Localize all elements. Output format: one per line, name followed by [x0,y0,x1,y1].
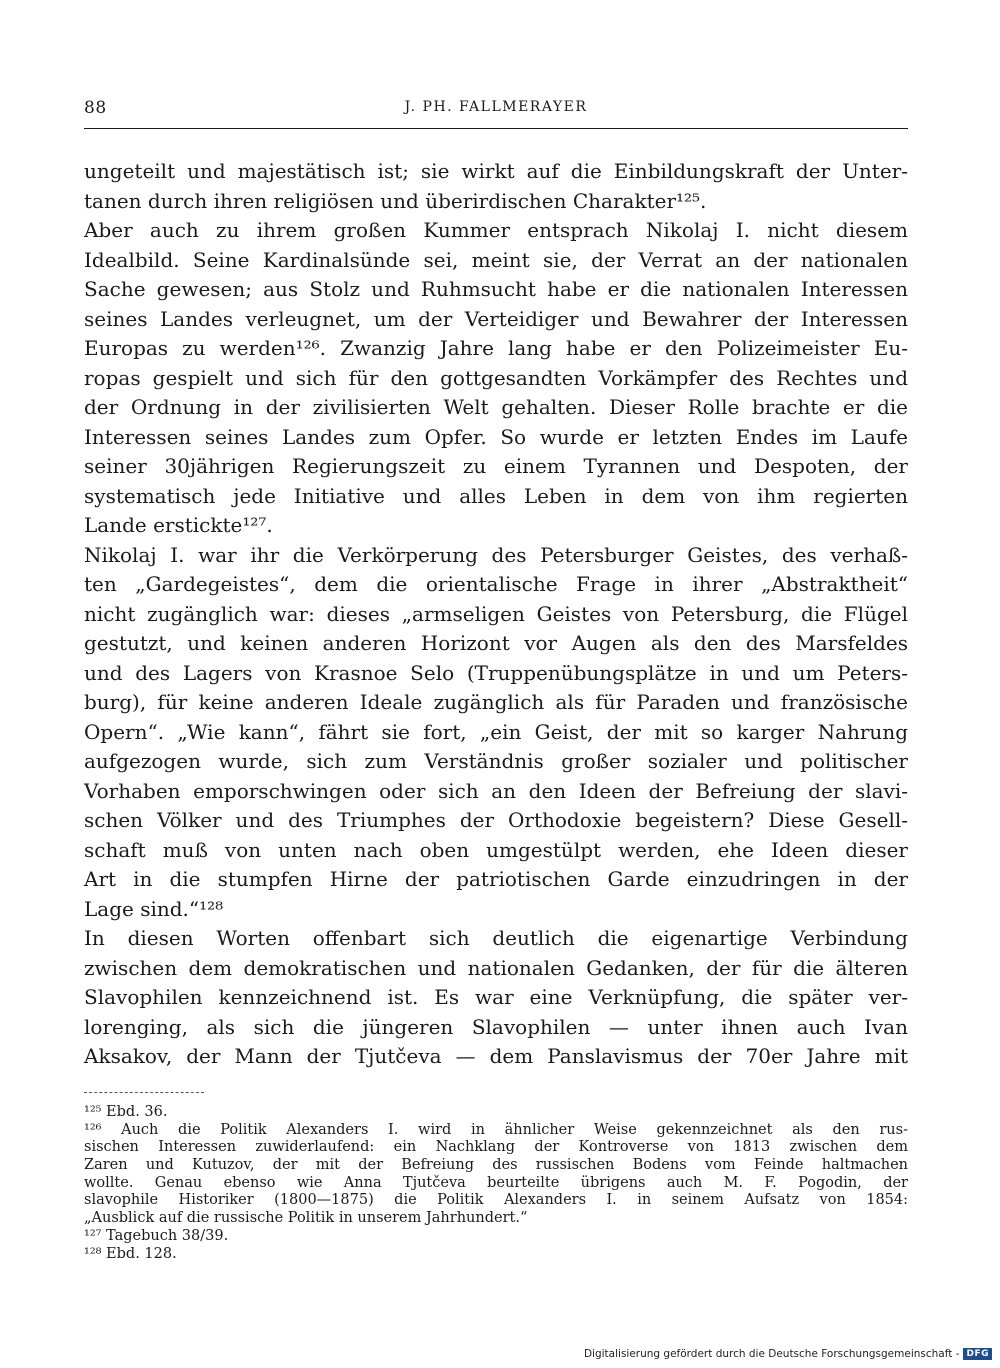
text-line: Aber auch zu ihrem großen Kummer entsprach Nikolaj I. nicht diesem [84,218,908,242]
footnotes [84,1104,908,1263]
footnote-separator [84,1092,204,1093]
text-line: lorenging, als sich die jüngeren Slavophilen — unter ihnen auch Ivan [84,1014,908,1039]
text-line: burg), für keine anderen Ideale zugänglich als für Paraden und französische [84,690,908,714]
text-line: Vorhaben emporschwingen oder sich an den Ideen der Befreiung der slavi- [84,778,908,803]
text-line: Lage sind.“¹²⁸ [84,896,224,921]
text-line: der Ordnung in der zivilisierten Welt gehalten. Dieser Rolle brachte er die [84,395,908,419]
footnote-line: ¹²⁵ Ebd. 36. [84,1104,168,1120]
text-line: Europas zu werden¹²⁶. Zwanzig Jahre lang habe er den Polizeimeister Eu- [84,336,908,360]
text-line: systematisch jede Initiative und alles Leben in dem von ihm regierten [84,483,908,508]
footnote-line: wollte. Genau ebenso wie Anna Tjutčeva beurteilte übrigens auch M. F. Pogodin, der [84,1174,908,1191]
text-line: gestutzt, und keinen anderen Horizont vor Augen als den des Marsfeldes [84,631,908,655]
footnote-line: slavophile Historiker (1800—1875) die Politik Alexanders I. in seinem Aufsatz von 1854: [84,1192,908,1209]
text-line: seiner 30jährigen Regierungszeit zu einem Tyrannen und Despoten, der [84,454,908,478]
text-line: Interessen seines Landes zum Opfer. So wurde er letzten Endes im Laufe [84,424,908,449]
body-text [84,157,908,1072]
text-line: zwischen dem demokratischen und nationalen Gedanken, der für die älteren [84,955,908,980]
text-line: tanen durch ihren religiösen und überirdischen Charakter¹²⁵. [84,188,707,213]
text-line: Opern“. „Wie kann“, fährt sie fort, „ein Geist, der mit so karger Nahrung [84,719,908,744]
text-line: aufgezogen wurde, sich zum Verständnis großer sozialer und politischer [84,749,908,773]
running-head: J. PH. FALLMERAYER [404,99,588,115]
text-line: und des Lagers von Krasnoe Selo (Truppenübungsplätze in und um Peters- [84,660,908,685]
text-line: Aksakov, der Mann der Tjutčeva — dem Panslavismus der 70er Jahre mit [84,1044,908,1068]
text-line: Nikolaj I. war ihr die Verkörperung des Petersburger Geistes, des verhaß- [84,542,908,567]
text-line: nicht zugänglich war: dieses „armseligen Geistes von Petersburg, die Flügel [84,601,908,626]
page-number: 88 [84,98,107,118]
text-line: ropas gespielt und sich für den gottgesandten Vorkämpfer des Rechtes und [84,365,908,390]
text-line: schen Völker und des Triumphes der Orthodoxie begeistern? Diese Gesell- [84,808,908,832]
page-header [84,98,908,124]
footnote-line: ¹²⁶ Auch die Politik Alexanders I. wird in ähnlicher Weise gekennzeichnet als den rus- [84,1121,908,1138]
text-line: ungeteilt und majestätisch ist; sie wirkt auf die Einbildungskraft der Unter- [84,159,908,183]
text-line: schaft muß von unten nach oben umgestülpt werden, ehe Ideen dieser [84,837,908,862]
text-line: Slavophilen kennzeichnend ist. Es war eine Verknüpfung, die später ver- [84,985,908,1009]
text-line: Art in die stumpfen Hirne der patriotischen Garde einzudringen in der [84,867,908,891]
text-line: Idealbild. Seine Kardinalsünde sei, meint sie, der Verrat an der nationalen [84,247,908,272]
credit-text: Digitalisierung gefördert durch die Deutsche Forschungsgemeinschaft - [583,1348,960,1360]
footnote-line: Zaren und Kutuzov, der mit der Befreiung des russischen Bodens vom Feinde haltmachen [84,1157,908,1174]
text-line: Lande erstickte¹²⁷. [84,513,273,537]
footnote-line: ¹²⁷ Tagebuch 38/39. [84,1227,229,1244]
footnote-line: sischen Interessen zuwiderlaufend: ein Nachklang der Kontroverse von 1813 zwischen dem [84,1139,908,1156]
digitization-credit [584,1348,992,1360]
text-line: ten „Gardegeistes“, dem die orientalische Frage in ihrer „Abstraktheit“ [84,572,908,596]
footnote-line: ¹²⁸ Ebd. 128. [84,1245,177,1262]
text-line: In diesen Worten offenbart sich deutlich die eigenartige Verbindung [84,926,908,950]
header-rule [84,128,908,129]
dfg-logo: DFG [963,1348,992,1360]
text-line: seines Landes verleugnet, um der Verteidiger und Bewahrer der Interessen [84,306,908,331]
text-line: Sache gewesen; aus Stolz und Ruhmsucht habe er die nationalen Interessen [84,277,908,301]
footnote-line: „Ausblick auf die russische Politik in unserem Jahrhundert.“ [84,1210,528,1227]
